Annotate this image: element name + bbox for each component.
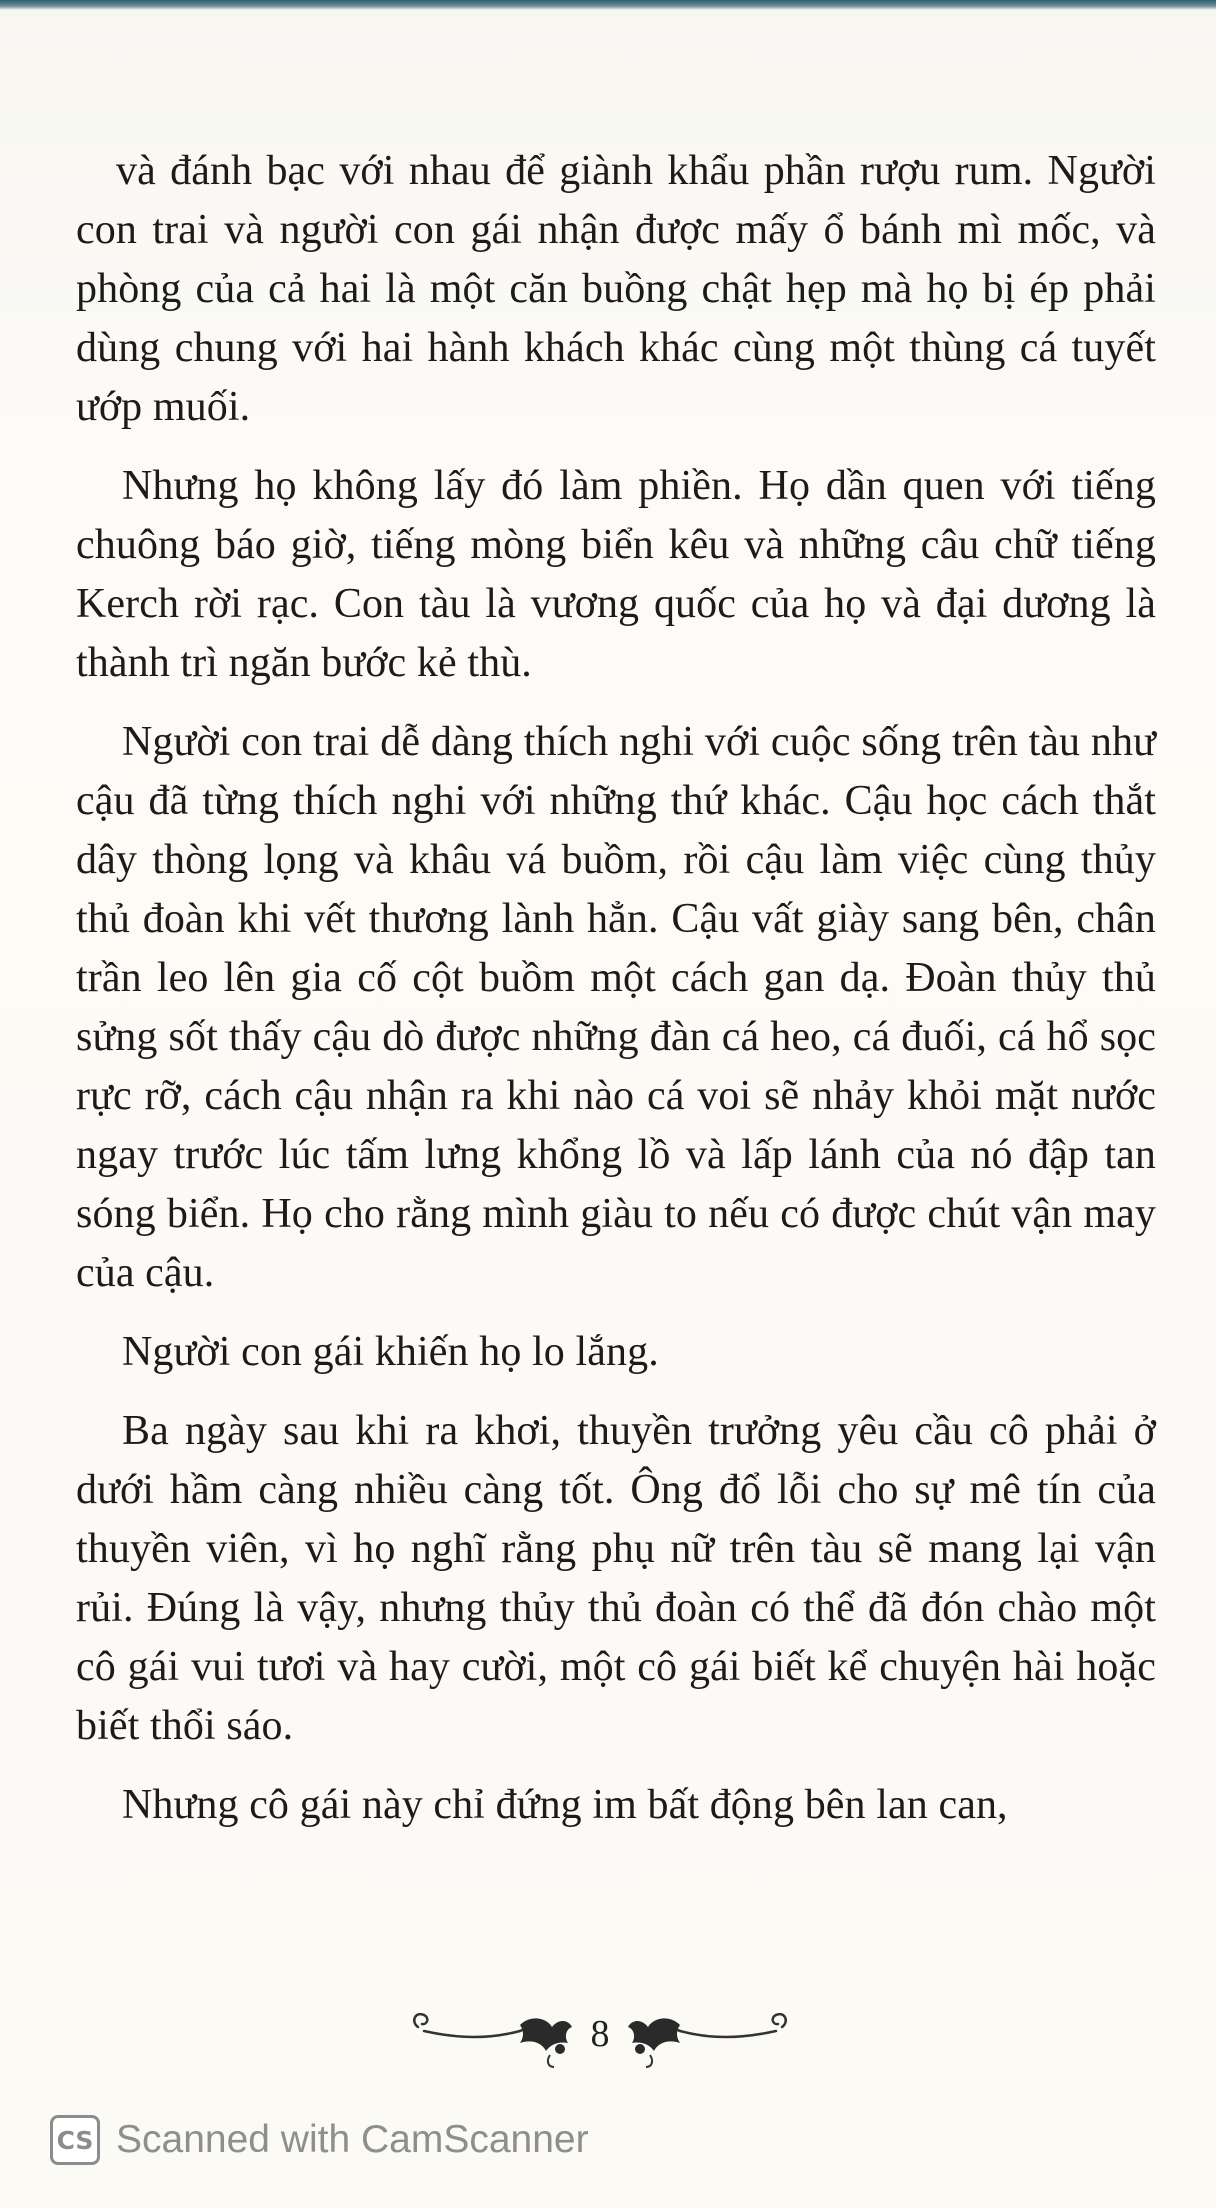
body-text (76, 142, 1156, 1855)
watermark-text: Scanned with CamScanner (116, 2118, 589, 2161)
paragraph-3: Người con trai dễ dàng thích nghi với cuộc sống trên tàu như cậu đã từng thích nghi với những thứ khác. Cậu học cách thắt dây thòng lọng và khâu vá buồm, rồi cậu làm việc cùng thủy thủ đoàn khi vết thương lành hẳn. Cậu vất giày sang bên, chân trần leo lên gia cố cột buồm một cách gan dạ. Đoàn thủy thủ sửng sốt thấy cậu dò được những đàn cá heo, cá đuối, cá hổ sọc rực rỡ, cách cậu nhận ra khi nào cá voi sẽ nhảy khỏi mặt nước ngay trước lúc tấm lưng khổng lồ và lấp lánh của nó đập tan sóng biển. Họ cho rằng mình giàu to nếu có được chút vận may của cậu. (76, 719, 1156, 1296)
scan-top-edge (0, 0, 1216, 10)
paragraph-2: Nhưng họ không lấy đó làm phiền. Họ dần quen với tiếng chuông báo giờ, tiếng mòng biển kêu và những câu chữ tiếng Kerch rời rạc. Con tàu là vương quốc của họ và đại dương là thành trì ngăn bước kẻ thù. (76, 463, 1156, 686)
paragraph-5: Ba ngày sau khi ra khơi, thuyền trưởng yêu cầu cô phải ở dưới hầm càng nhiều càng tốt. Ông đổ lỗi cho sự mê tín của thuyền viên, vì họ nghĩ rằng phụ nữ trên tàu sẽ mang lại vận rủi. Đúng là vậy, nhưng thủy thủ đoàn có thể đã đón chào một cô gái vui tươi và hay cười, một cô gái biết kể chuyện hài hoặc biết thổi sáo. (76, 1408, 1156, 1749)
camscanner-logo-icon: CS (50, 2115, 100, 2165)
paragraph-4: Người con gái khiến họ lo lắng. (122, 1329, 659, 1375)
page-number: 8 (590, 2013, 610, 2055)
paragraph-6: Nhưng cô gái này chỉ đứng im bất động bên lan can, (122, 1782, 1008, 1828)
paragraph-1: và đánh bạc với nhau để giành khẩu phần rượu rum. Người con trai và người con gái nhận được mấy ổ bánh mì mốc, và phòng của cả hai là một căn buồng chật hẹp mà họ bị ép phải dùng chung với hai hành khách khác cùng một thùng cá tuyết ướp muối. (76, 148, 1156, 430)
camscanner-watermark (50, 2111, 589, 2169)
